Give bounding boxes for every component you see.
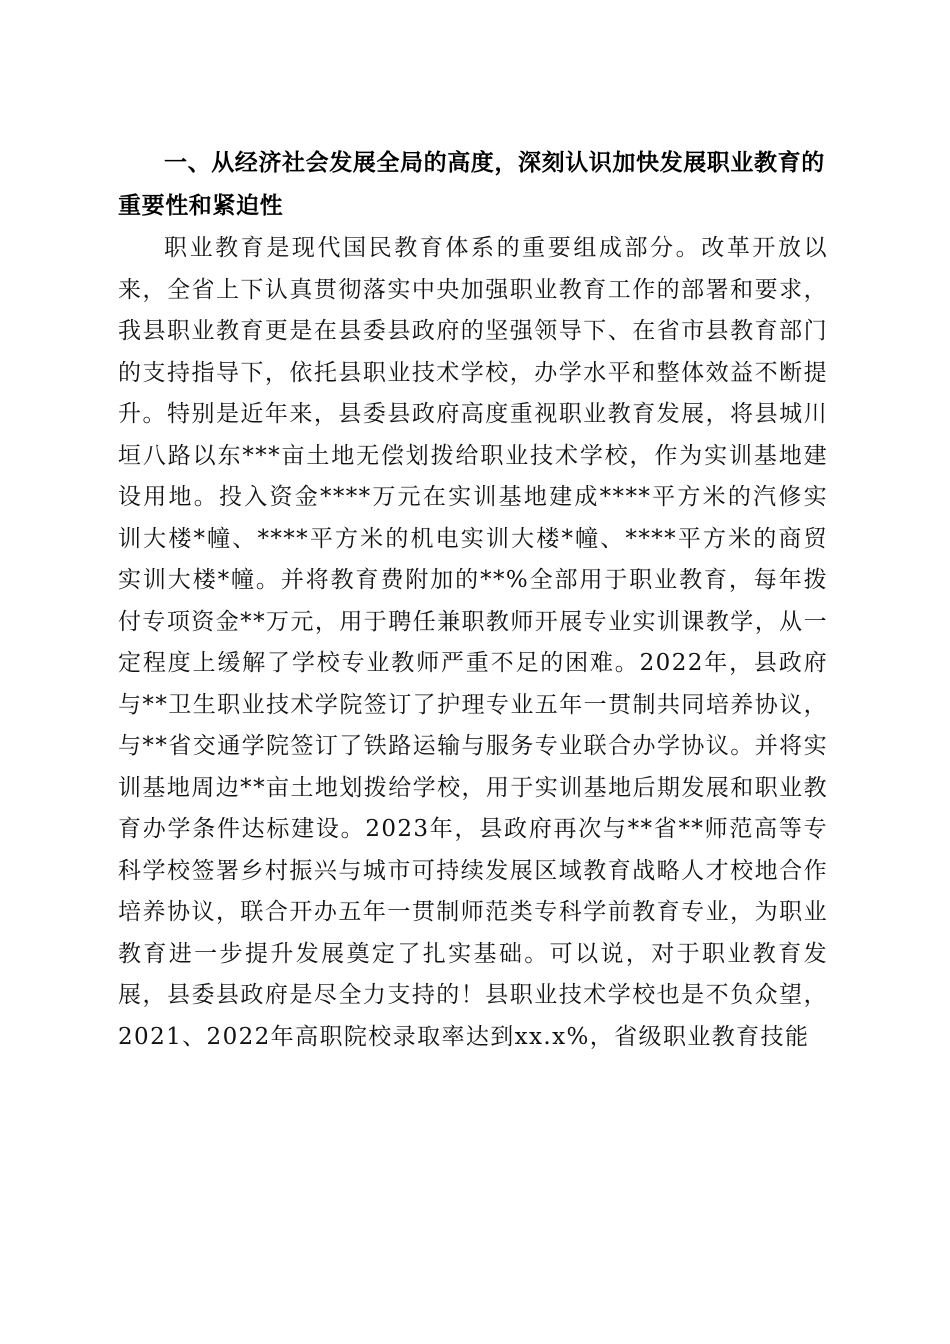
body-paragraph: 职业教育是现代国民教育体系的重要组成部分。改革开放以来，全省上下认真贯彻落实中央加强职业教育工作的部署和要求，我县职业教育更是在县委县政府的坚强领导下、在省市县教育部门的支持指导下，依托县职业技术学校，办学水平和整体效益不断提升。特别是近年来，县委县政府高度重视职业教育发展，将县城川垣八路以东***亩土地无偿划拨给职业技术学校，作为实训基地建设用地。投入资金****万元在实训基地建成****平方米的汽修实训大楼*幢、****平方米的机电实训大楼*幢、****平方米的商贸实训大楼*幢。并将教育费附加的**%全部用于职业教育，每年拨付专项资金**万元，用于聘任兼职教师开展专业实训课教学，从一定程度上缓解了学校专业教师严重不足的困难。2022年，县政府与**卫生职业技术学院签订了护理专业五年一贯制共同培养协议，与**省交通学院签订了铁路运输与服务专业联合办学协议。并将实训基地周边**亩土地划拨给学校，用于实训基地后期发展和职业教育办学条件达标建设。2023年，县政府再次与**省**师范高等专科学校签署乡村振兴与城市可持续发展区域教育战略人才校地合作培养协议，联合开办五年一贯制师范类专科学前教育专业，为职业教育进一步提升发展奠定了扎实基础。可以说，对于职业教育发展，县委县政府是尽全力支持的！县职业技术学校也是不负众望，2021、2022年高职院校录取率达到xx.x%，省级职业教育技能 bbox=[118, 235, 828, 1050]
section-heading: 一、从经济社会发展全局的高度，深刻认识加快发展职业教育的重要性和紧迫性 bbox=[118, 150, 825, 219]
document-body bbox=[118, 142, 828, 1058]
